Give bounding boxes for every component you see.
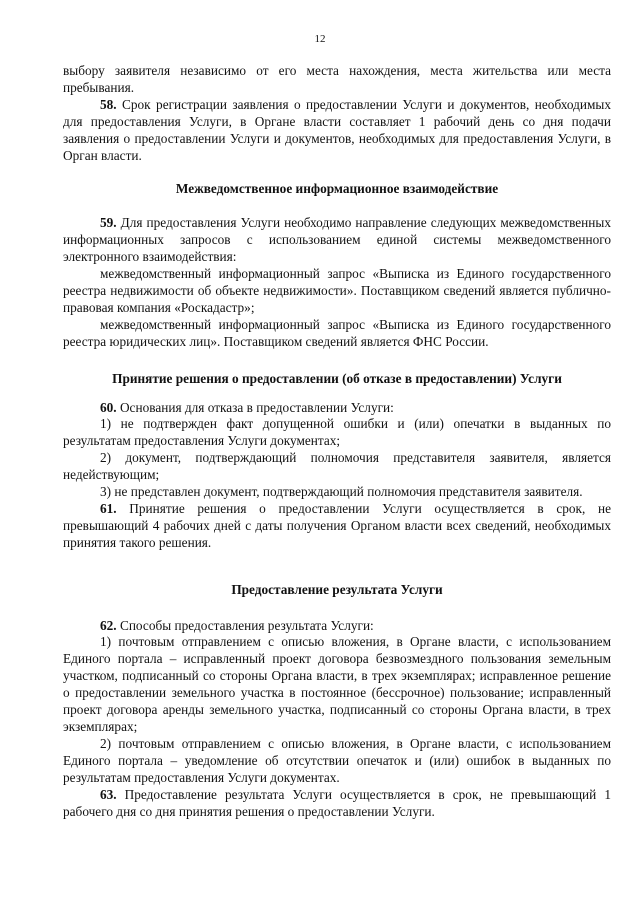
paragraph-number: 58. [100,96,117,112]
paragraph-62 [63,618,611,635]
paragraph-59-item-2: межведомственный информационный запрос «Выписка из Единого государственного реестра юридических лиц». Поставщиком сведений является ФНС России. [63,316,611,349]
paragraph-continuation: выбору заявителя независимо от его места нахождения, места жительства или места пребывания. [63,63,611,95]
paragraph-59 [63,215,611,266]
paragraph-number: 62. [100,617,117,633]
paragraph-62-item-2: 2) почтовым отправлением с описью вложения, в Органе власти, с использованием Единого портала – уведомление об отсутствии опечаток и (или) ошибок в выданных по результатам предоставления Услуги документах. [63,735,611,785]
paragraph-number: 60. [100,399,117,415]
paragraph-60 [63,400,611,417]
paragraph-number: 59. [100,215,117,231]
paragraph-60-item-2: 2) документ, подтверждающий полномочия представителя заявителя, является недействующим; [63,450,611,483]
paragraph-60-item-3: 3) не представлен документ, подтверждающий полномочия представителя заявителя. [100,484,583,500]
paragraph-60-item-1: 1) не подтвержден факт допущенной ошибки и (или) опечатки в выданных по результатам предоставления Услуги документах; [63,416,611,449]
paragraph-62-item-1: 1) почтовым отправлением с описью вложения, в Органе власти, с использованием Единого портала – исправленный проект договора безвозмездного пользования земельным участком, подписанный со стороны Органа власти, в трех экземплярах; исправленное решение о предоставлении земельного участка в постоянное (бессрочное) пользование; исправленный проект договора аренды земельного участка, подписанный со стороны Органа власти, в трех экземплярах; [63,634,611,734]
paragraph-63 [63,787,611,821]
document-body [63,63,611,820]
section-heading-decision: Принятие решения о предоставлении (об отказе в предоставлении) Услуги [112,370,562,386]
paragraph-number: 61. [100,500,117,516]
paragraph-61 [63,501,611,552]
paragraph-text: Срок регистрации заявления о предоставлении Услуги и документов, необходимых для предоставления Услуги, в Органе власти составляет 1 рабочий день со дня подачи заявления о предоставлении Услуги и документов, необходимых для предоставления Услуги, в Орган власти. [63,96,611,163]
section-heading-result: Предоставление результата Услуги [231,581,443,597]
paragraph-58 [63,97,611,165]
page-number: 12 [314,33,326,45]
paragraph-number: 63. [100,786,117,802]
section-heading-interagency: Межведомственное информационное взаимодействие [175,181,499,197]
paragraph-text: Основания для отказа в предоставлении Услуги: [116,399,394,415]
paragraph-59-item-1: межведомственный информационный запрос «Выписка из Единого государственного реестра недвижимости об объекте недвижимости». Поставщиком сведений является публично-правовая компания «Роскадастр»; [63,266,611,315]
paragraph-text: Способы предоставления результата Услуги: [116,617,374,633]
paragraph-text: Принятие решения о предоставлении Услуги осуществляется в срок, не превышающий 4 рабочих дней с даты получения Органом власти всех сведений, необходимых принятия такого решения. [63,500,611,550]
paragraph-text: Предоставление результата Услуги осуществляется в срок, не превышающий 1 рабочего дня со дня принятия решения о предоставлении Услуги. [63,786,611,819]
paragraph-text: Для предоставления Услуги необходимо направление следующих межведомственных информационных запросов с использованием единой системы межведомственного электронного взаимодействия: [63,215,611,265]
